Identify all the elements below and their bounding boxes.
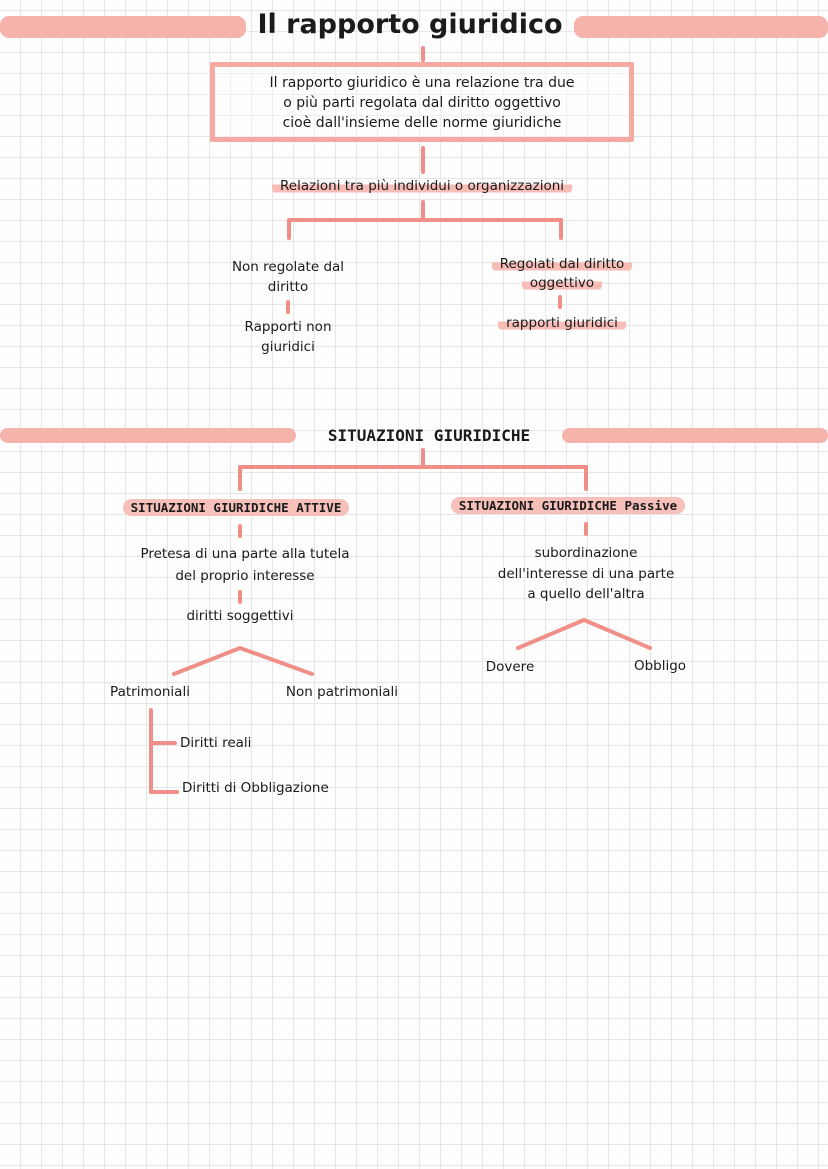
section2-horizontal xyxy=(238,465,588,469)
page-title: Il rapporto giuridico xyxy=(257,9,563,40)
active-desc-line-2: del proprio interesse xyxy=(175,568,315,584)
regulated-line-1 xyxy=(462,254,662,274)
obbligo-label: Obbligo xyxy=(633,658,687,674)
diritti-soggettivi: diritti soggettivi xyxy=(186,608,294,624)
not-regulated-line-1: Non regolate dal xyxy=(231,259,345,275)
dovere-label: Dovere xyxy=(485,659,535,675)
regulated-line-2 xyxy=(462,273,662,293)
section2-bar-left xyxy=(0,428,296,443)
definition-connector xyxy=(421,146,425,174)
passive-fork-right xyxy=(584,620,650,648)
section2-left-drop xyxy=(238,465,242,491)
active-title-text: SITUAZIONI GIURIDICHE ATTIVE xyxy=(123,499,350,516)
relations-horizontal xyxy=(287,218,563,222)
rapporti-giuridici-label xyxy=(452,313,672,333)
patrimoniali-bracket-vertical xyxy=(149,708,153,794)
section2-right-drop xyxy=(584,465,588,491)
active-connector-2 xyxy=(238,590,242,604)
section2-title: SITUAZIONI GIURIDICHE xyxy=(327,426,531,445)
definition-line-1: Il rapporto giuridico è una relazione tra due xyxy=(269,75,575,91)
relations-label xyxy=(220,176,624,196)
relations-text: Relazioni tra più individui o organizzazioni xyxy=(272,178,572,194)
rapporti-non-giuridici-2: giuridici xyxy=(261,339,315,355)
active-fork-left xyxy=(174,648,240,674)
passive-title-text: SITUAZIONI GIURIDICHE Passive xyxy=(451,497,685,514)
passive-desc-line-2: dell'interesse di una parte xyxy=(497,566,675,582)
relations-stem xyxy=(421,200,425,220)
patrimoniali-label: Patrimoniali xyxy=(110,684,190,700)
title-bar-right xyxy=(574,16,828,38)
not-regulated-connector xyxy=(286,300,290,314)
passive-connector xyxy=(584,522,588,536)
patrimoniali-bracket-top xyxy=(149,741,177,745)
diritti-obbligazione-label: Diritti di Obbligazione xyxy=(182,780,329,796)
regulated-line-2-text: oggettivo xyxy=(522,275,602,291)
definition-line-2: o più parti regolata dal diritto oggettivo xyxy=(283,95,561,111)
active-connector-1 xyxy=(238,524,242,538)
rapporti-giuridici-text: rapporti giuridici xyxy=(498,315,626,331)
relations-left-drop xyxy=(287,218,291,240)
title-connector xyxy=(421,46,425,62)
active-desc-line-1: Pretesa di una parte alla tutela xyxy=(140,546,350,562)
non-patrimoniali-label: Non patrimoniali xyxy=(285,684,399,700)
passive-title xyxy=(418,498,718,513)
passive-desc-line-1: subordinazione xyxy=(534,545,638,561)
patrimoniali-bracket-bottom xyxy=(149,790,179,794)
title-bar-left xyxy=(0,16,246,38)
regulated-line-1-text: Regolati dal diritto xyxy=(492,256,633,272)
passive-desc-line-3: a quello dell'altra xyxy=(527,586,645,602)
rapporti-non-giuridici-1: Rapporti non xyxy=(244,319,332,335)
active-fork xyxy=(160,634,330,680)
not-regulated-line-2: diritto xyxy=(267,279,309,295)
passive-fork xyxy=(500,606,670,656)
active-fork-right xyxy=(240,648,312,674)
active-title xyxy=(86,500,386,515)
diritti-reali-label: Diritti reali xyxy=(180,735,252,751)
definition-line-3: cioè dall'insieme delle norme giuridiche xyxy=(282,115,562,131)
regulated-connector xyxy=(558,295,562,309)
section2-bar-right xyxy=(562,428,828,443)
passive-fork-left xyxy=(518,620,584,648)
relations-right-drop xyxy=(559,218,563,240)
